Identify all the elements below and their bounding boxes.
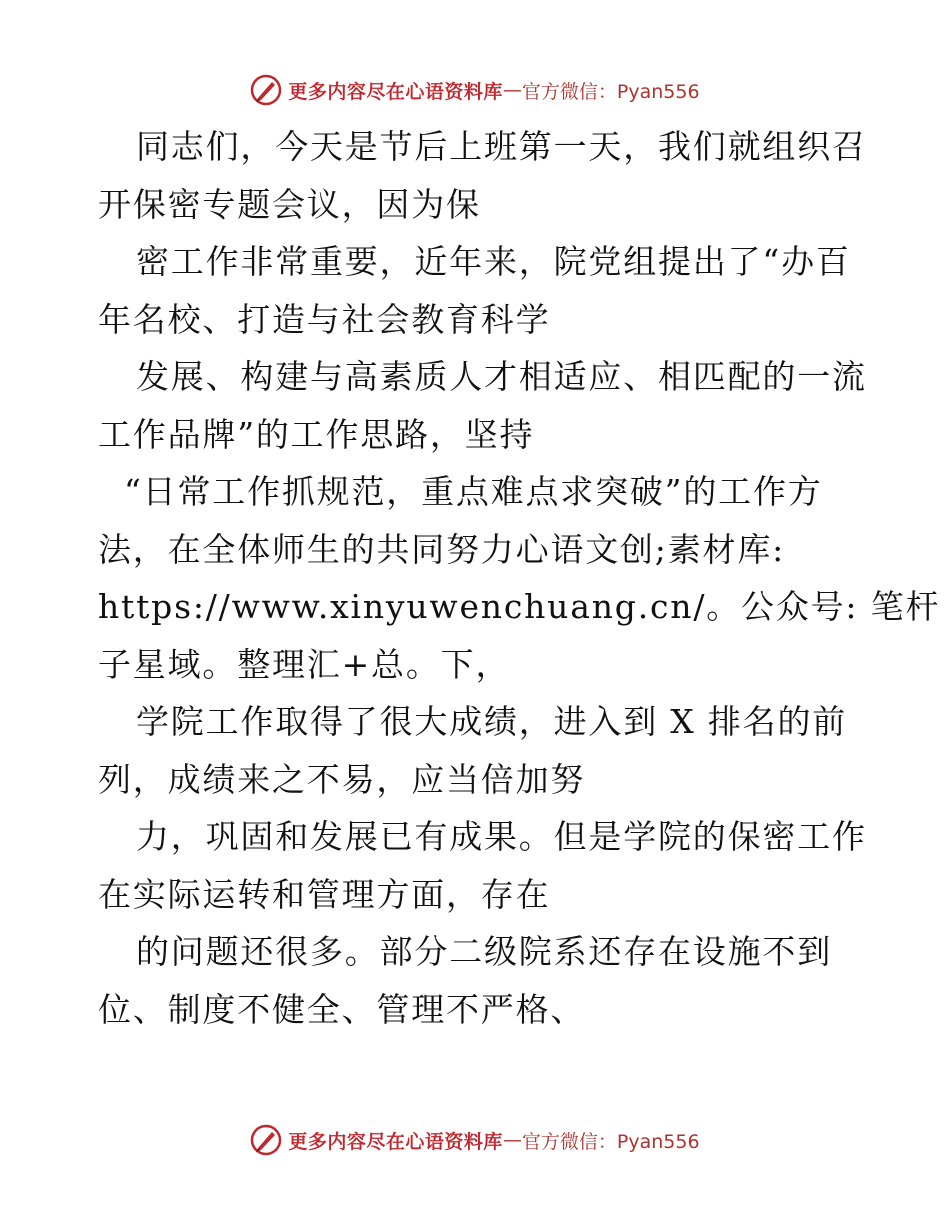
text-line-4: 年名校、打造与社会教育科学 bbox=[98, 299, 551, 339]
footer-banner bbox=[0, 1120, 950, 1160]
text-line-13: 力，巩固和发展已有成果。但是学院的保密工作 bbox=[136, 817, 867, 856]
footer-brand-text: 更多内容尽在心语资料库 bbox=[288, 1130, 503, 1153]
banner-brand-text: 更多内容尽在心语资料库 bbox=[288, 80, 503, 103]
quill-pen-logo-icon bbox=[250, 74, 282, 106]
text-line-1: 同志们，今天是节后上班第一天，我们就组织召 bbox=[136, 127, 867, 166]
text-line-14: 在实际运转和管理方面，存在 bbox=[98, 874, 551, 914]
text-line-11: 学院工作取得了很大成绩，进入到 X 排名的前 bbox=[136, 702, 848, 741]
footer-dash: — bbox=[502, 1129, 522, 1151]
text-line-5: 发展、构建与高素质人才相适应、相匹配的一流 bbox=[136, 357, 867, 396]
text-line-7: “日常工作抓规范，重点难点求突破”的工作方 bbox=[124, 472, 823, 511]
footer-wechat-text: 官方微信：Pyan556 bbox=[521, 1130, 700, 1153]
document-body bbox=[98, 118, 941, 1038]
text-line-15: 的问题还很多。部分二级院系还存在设施不到 bbox=[136, 932, 832, 971]
text-line-16: 位、制度不健全、管理不严格、 bbox=[98, 989, 586, 1029]
header-banner bbox=[0, 70, 950, 110]
text-line-2: 开保密专题会议，因为保 bbox=[98, 184, 481, 224]
text-line-6: 工作品牌”的工作思路，坚持 bbox=[98, 414, 535, 454]
text-line-3: 密工作非常重要，近年来，院党组提出了“办百 bbox=[136, 242, 851, 281]
text-line-8: 法，在全体师生的共同努力心语文创;素材库: bbox=[98, 529, 786, 569]
banner-wechat-text: 官方微信：Pyan556 bbox=[521, 80, 700, 103]
quill-pen-logo-icon bbox=[250, 1124, 282, 1156]
text-line-9: https://www.xinyuwenchuang.cn/。公众号: 笔杆 bbox=[98, 587, 941, 626]
text-line-12: 列，成绩来之不易，应当倍加努 bbox=[98, 759, 586, 799]
text-line-10: 子星域。整理汇+总。下， bbox=[98, 644, 511, 684]
banner-dash: — bbox=[502, 79, 522, 101]
